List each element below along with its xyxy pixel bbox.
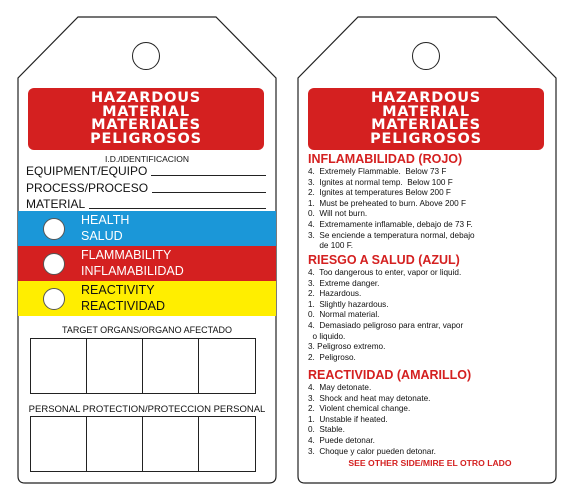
id-label: I.D./IDENTIFICACION [104, 154, 190, 164]
banner-line: PELIGROSOS [90, 130, 202, 147]
flammability-section [308, 152, 552, 252]
see-other-side-note: SEE OTHER SIDE/MIRE EL OTRO LADO [348, 458, 512, 469]
rating-line: 3. Ignites at normal temp. Below 100 F [308, 177, 453, 187]
rating-line: de 100 F. [308, 241, 354, 251]
personal-protection-grid [30, 416, 256, 472]
tag-hole [132, 42, 160, 70]
target-organ-box[interactable] [199, 339, 255, 393]
target-organs-grid [30, 338, 256, 394]
target-organ-box[interactable] [143, 339, 199, 393]
protection-box[interactable] [31, 417, 87, 471]
rating-line: 0. Will not burn. [308, 209, 368, 219]
rating-line: 1. Must be preheated to burn. Above 200 F [308, 198, 466, 208]
reactivity-section [308, 368, 552, 469]
rating-line: 3. Shock and heat may detonate. [308, 393, 431, 403]
rating-line: 1. Unstable if heated. [308, 414, 388, 424]
rating-line: 2. Hazardous. [308, 289, 362, 299]
rating-line: 2. Peligroso. [308, 352, 356, 362]
health-band [18, 211, 276, 246]
health-label-en: HEALTH [81, 213, 130, 227]
write-line [151, 174, 266, 176]
rating-line: o liquido. [308, 331, 346, 341]
front-tag [14, 16, 280, 484]
personal-protection-title: PERSONAL PROTECTION/PROTECCION PERSONAL [28, 404, 266, 415]
rating-line: 3. Peligroso extremo. [308, 342, 386, 352]
reactivity-rating-circle[interactable] [43, 288, 65, 310]
front-banner [28, 88, 264, 150]
protection-box[interactable] [199, 417, 255, 471]
reactivity-label-es: REACTIVIDAD [81, 298, 166, 313]
write-line [89, 207, 266, 209]
rating-line: 4. May detonate. [308, 383, 372, 392]
rating-line: 3. Choque y calor pueden detonar. [308, 446, 436, 456]
banner-line: MATERIAL [382, 103, 470, 120]
health-label-es: SALUD [81, 228, 123, 243]
banner-line: HAZARDOUS [370, 90, 482, 106]
rating-line: 4. Demasiado peligroso para entrar, vapor [308, 320, 464, 330]
flammability-band [18, 246, 276, 281]
rating-line: 3. Se enciende a temperatura normal, debajo [308, 230, 475, 240]
rating-line: 4. Too dangerous to enter, vapor or liquid. [308, 268, 462, 277]
health-section [308, 253, 552, 363]
rating-line: 1. Slightly hazardous. [308, 299, 389, 309]
section-heading: REACTIVIDAD (AMARILLO) [308, 368, 472, 382]
flammability-label-en: FLAMMABILITY [81, 248, 172, 262]
target-organs-title: TARGET ORGANS/ORGANO AFECTADO [61, 325, 233, 335]
equipment-field[interactable] [26, 164, 266, 178]
tag-hole [412, 42, 440, 70]
back-banner [308, 88, 544, 150]
back-tag [294, 16, 560, 484]
protection-box[interactable] [143, 417, 199, 471]
equipment-label: EQUIPMENT/EQUIPO [26, 164, 148, 178]
section-heading: RIESGO A SALUD (AZUL) [308, 253, 460, 267]
target-organ-box[interactable] [87, 339, 143, 393]
flammability-label-es: INFLAMABILIDAD [81, 263, 184, 278]
rating-line: 0. Stable. [308, 425, 345, 435]
rating-line: 2. Violent chemical change. [308, 404, 411, 414]
rating-line: 2. Ignites at temperatures Below 200 F [308, 188, 451, 198]
banner-line: PELIGROSOS [370, 130, 482, 147]
process-label: PROCESS/PROCESO [26, 181, 149, 195]
rating-line: 4. Puede detonar. [308, 435, 375, 445]
rating-line: 3. Extreme danger. [308, 278, 380, 288]
rating-line: 4. Extremamente inflamable, debajo de 73 F. [308, 219, 473, 229]
banner-line: HAZARDOUS [90, 90, 202, 106]
rating-line: 4. Extremely Flammable. Below 73 F [308, 167, 447, 176]
material-field[interactable] [26, 197, 266, 211]
health-rating-circle[interactable] [43, 218, 65, 240]
material-label: MATERIAL [26, 197, 86, 211]
reactivity-label-en: REACTIVITY [81, 283, 155, 297]
reactivity-band [18, 281, 276, 316]
flammability-rating-circle[interactable] [43, 253, 65, 275]
banner-line: MATERIALES [371, 117, 481, 133]
write-line [152, 191, 266, 193]
section-heading: INFLAMABILIDAD (ROJO) [308, 152, 463, 166]
banner-line: MATERIALES [91, 117, 201, 133]
banner-line: MATERIAL [102, 103, 190, 120]
rating-line: 0. Normal material. [308, 310, 380, 320]
protection-box[interactable] [87, 417, 143, 471]
target-organ-box[interactable] [31, 339, 87, 393]
process-field[interactable] [26, 181, 266, 195]
